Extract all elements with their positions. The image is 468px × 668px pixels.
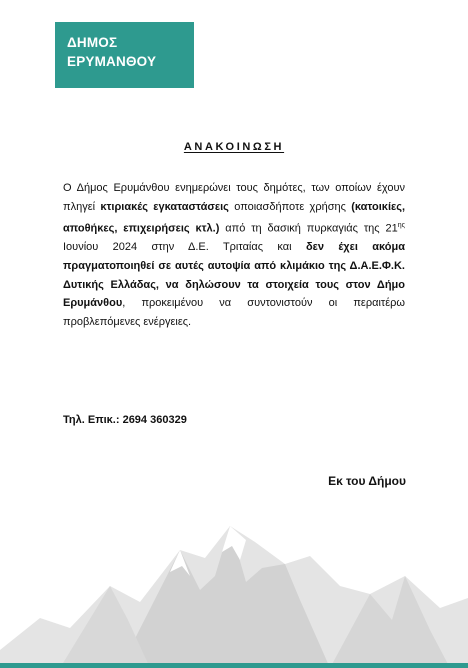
- body-bold-3: δεν έχει ακόμα πραγματοποιηθεί σε αυτές αυτοψία από κλιμάκιο της Δ.Α.Ε.Φ.Κ. Δυτικής Ελλάδας, να δηλώσουν τα στοιχεία τους στον Δήμο Ερυμάνθου: [63, 241, 405, 310]
- body-text-5: , προκειμένου να συντονιστούν οι περαιτέρω προβλεπόμενες ενέργειες.: [63, 297, 405, 329]
- body-text-4: Ιουνίου 2024 στην Δ.Ε. Τριταίας και: [63, 241, 306, 254]
- mountains-watermark: [0, 490, 468, 668]
- logo-line-1: ΔΗΜΟΣ: [67, 35, 118, 50]
- contact-phone: Τηλ. Επικ.: 2694 360329: [63, 414, 187, 426]
- body-bold-1: κτιριακές εγκαταστάσεις: [100, 200, 229, 213]
- body-bold-2: (κατοικίες, αποθήκες, επιχειρήσεις κτλ.): [63, 200, 405, 235]
- announcement-body: [63, 179, 405, 332]
- signature: Εκ του Δήμου: [328, 474, 406, 488]
- municipality-logo: [55, 22, 194, 88]
- body-text-1: Ο Δήμος Ερυμάνθου ενημερώνει τους δημότες, των οποίων έχουν πληγεί: [63, 182, 405, 213]
- date-superscript: ης: [397, 221, 405, 229]
- body-text-2: οποιασδήποτε χρήσης: [228, 200, 352, 213]
- footer-bar: [0, 663, 468, 668]
- announcement-heading: ΑΝΑΚΟΙΝΩΣΗ: [183, 141, 285, 153]
- body-text-3: από τη δασική πυρκαγιάς της 21: [219, 222, 398, 235]
- logo-line-2: ΕΡΥΜΑΝΘΟΥ: [67, 54, 157, 69]
